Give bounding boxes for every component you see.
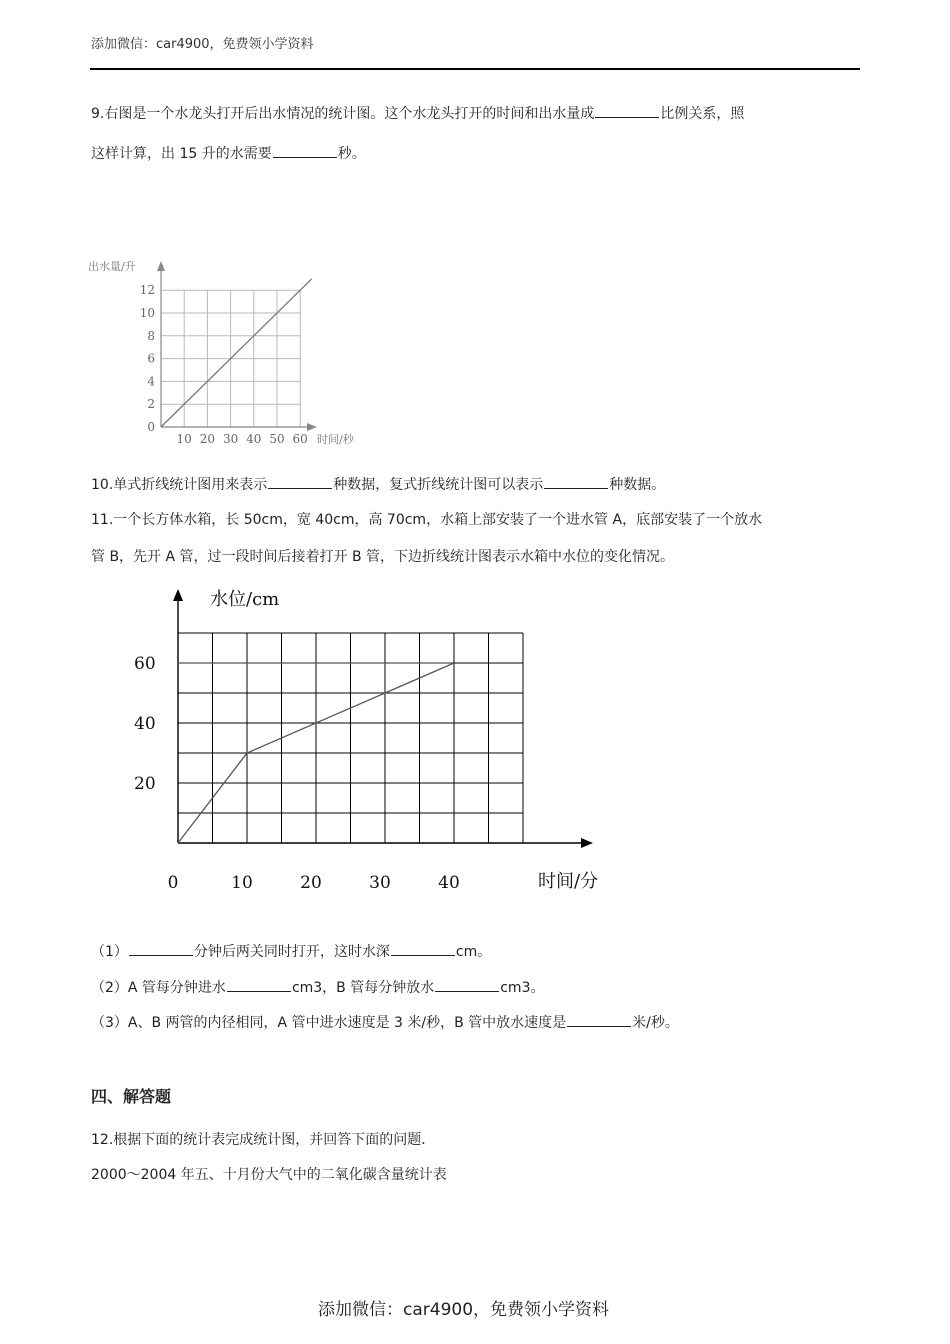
chart2-xlabel: 时间/分 [538, 871, 599, 892]
q9-text-c: 这样计算，出 15 升的水需要 [91, 146, 272, 162]
chart2-ytick: 20 [134, 774, 156, 794]
chart1-xtick: 60 [292, 432, 308, 446]
q9-line1 [91, 103, 744, 124]
chart1-ytick: 2 [147, 397, 155, 412]
q11-s1-c: cm。 [455, 944, 492, 960]
q11-s2-blank-1[interactable] [227, 977, 291, 992]
chart1-xlabel: 时间/秒 [317, 433, 354, 446]
chart1-xtick: 40 [246, 432, 262, 446]
q11-s1-blank-2[interactable] [391, 941, 455, 956]
q9-line2 [91, 143, 366, 164]
q10-text-b: 种数据，复式折线统计图可以表示 [333, 477, 544, 493]
chart1-ytick: 0 [147, 420, 155, 434]
q11-s3-blank-1[interactable] [567, 1012, 631, 1027]
chart2-y-arrow [173, 589, 183, 601]
q11-s2-blank-2[interactable] [435, 977, 499, 992]
chart-water-tap [85, 255, 385, 455]
q10-text-a: 10.单式折线统计图用来表示 [91, 477, 268, 493]
chart-water-level [110, 585, 630, 905]
chart1-x-arrow [307, 423, 317, 431]
q9-text-d: 秒。 [337, 146, 366, 162]
header-divider [90, 68, 860, 70]
chart2-xtick: 40 [438, 873, 460, 893]
chart2-x-arrow [581, 838, 593, 848]
q9-blank-2[interactable] [273, 143, 337, 158]
chart1-ylabel: 出水量/升 [88, 260, 136, 273]
q11-s3-a: （3）A、B 两管的内径相同，A 管中进水速度是 3 米/秒，B 管中放水速度是 [91, 1015, 567, 1031]
chart1-axes [157, 261, 317, 431]
footer-text: 添加微信：car4900，免费领小学资料 [318, 1300, 610, 1320]
chart2-xtick: 10 [231, 873, 253, 893]
chart2-ylabel: 水位/cm [210, 589, 280, 610]
chart1-xtick: 10 [176, 432, 192, 446]
q11-s2-a: （2）A 管每分钟进水 [91, 980, 226, 996]
q11-line2: 管 B，先开 A 管，过一段时间后接着打开 B 管，下边折线统计图表示水箱中水位的变化情况。 [91, 549, 675, 565]
q11-s2-c: cm3。 [500, 980, 545, 996]
chart1-y-arrow [157, 261, 165, 271]
chart1-ytick: 8 [147, 328, 155, 343]
q11-sub2 [91, 977, 544, 998]
q11-s1-a: （1） [91, 944, 128, 960]
q11-s1-blank-1[interactable] [129, 941, 193, 956]
chart2-xtick: 20 [300, 873, 322, 893]
q11-s3-b: 米/秒。 [632, 1015, 679, 1031]
q10-line [91, 474, 665, 495]
q12-line2: 2000～2004 年五、十月份大气中的二氧化碳含量统计表 [91, 1167, 447, 1183]
q11-sub1 [91, 941, 491, 962]
q9-text-a: 9.右图是一个水龙头打开后出水情况的统计图。这个水龙头打开的时间和出水量成 [91, 106, 595, 122]
chart2-grid [178, 633, 523, 843]
q12-line1: 12.根据下面的统计表完成统计图，并回答下面的问题． [91, 1132, 436, 1148]
header-text: 添加微信：car4900，免费领小学资料 [91, 37, 314, 52]
q9-blank-1[interactable] [595, 103, 659, 118]
chart2-ytick: 40 [134, 714, 156, 734]
q11-s2-b: cm3，B 管每分钟放水 [291, 980, 435, 996]
section4-title: 四、解答题 [91, 1087, 172, 1106]
q9-text-b: 比例关系，照 [660, 106, 745, 122]
chart1-xtick: 20 [199, 432, 216, 446]
q10-text-c: 种数据。 [609, 477, 666, 493]
chart1-xtick: 30 [222, 432, 239, 446]
chart2-ytick: 60 [134, 654, 156, 674]
chart1-ytick: 10 [139, 306, 155, 320]
chart2-xtick: 30 [369, 873, 391, 893]
q11-s1-b: 分钟后两关同时打开，这时水深 [193, 944, 390, 960]
chart1-ytick: 4 [147, 374, 155, 389]
chart1-series-line [161, 279, 312, 427]
q10-blank-2[interactable] [544, 474, 608, 489]
chart1-xtick: 50 [269, 432, 285, 446]
chart1-ytick: 6 [147, 351, 155, 366]
q11-sub3 [91, 1012, 679, 1033]
chart2-axes [173, 589, 593, 848]
chart2-xtick: 0 [167, 873, 179, 893]
chart1-ytick: 12 [139, 283, 155, 298]
q11-line1: 11.一个长方体水箱，长 50cm，宽 40cm，高 70cm，水箱上部安装了一个进水管 A，底部安装了一个放水 [91, 512, 763, 528]
q10-blank-1[interactable] [268, 474, 332, 489]
